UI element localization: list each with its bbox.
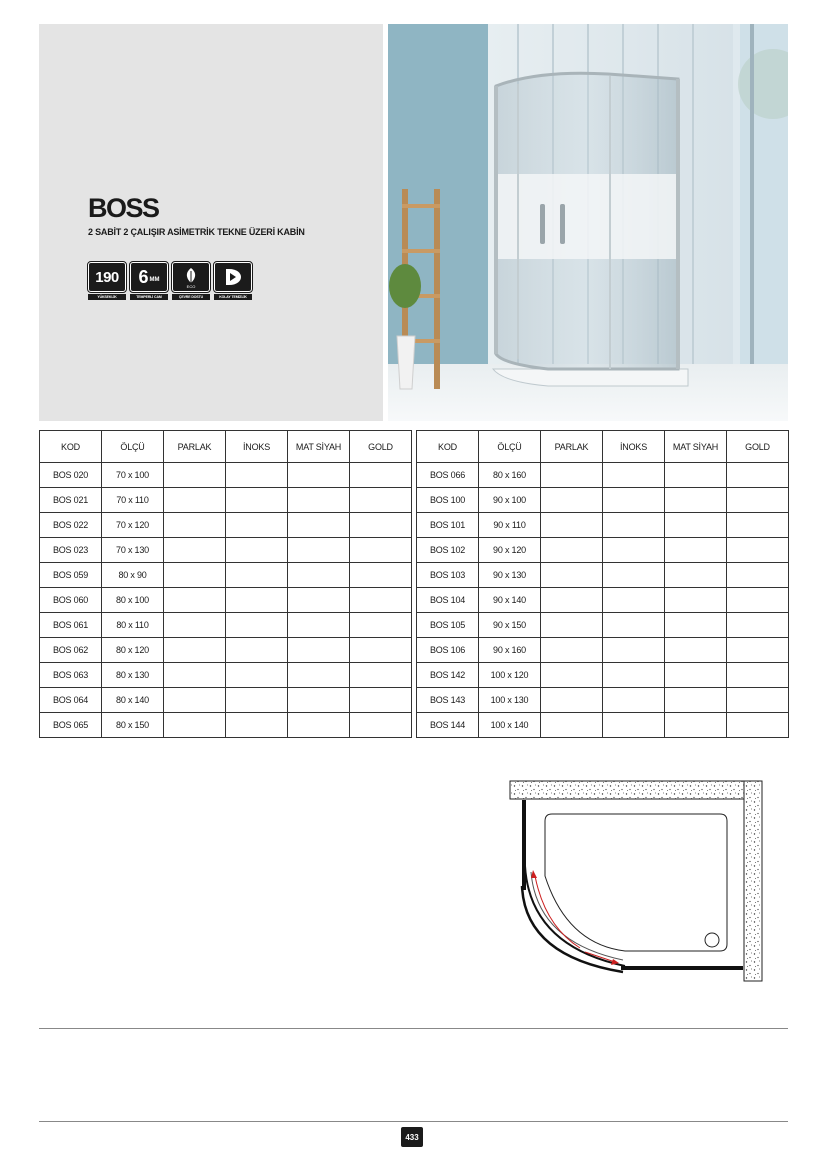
finish-cell [603, 513, 665, 538]
product-size: 80 x 100 [102, 588, 164, 613]
finish-cell [226, 688, 288, 713]
finish-cell [350, 463, 412, 488]
product-size: 100 x 120 [479, 663, 541, 688]
finish-cell [541, 588, 603, 613]
finish-cell [350, 613, 412, 638]
finish-cell [288, 588, 350, 613]
finish-cell [288, 463, 350, 488]
finish-cell [665, 688, 727, 713]
finish-cell [665, 638, 727, 663]
section-divider [39, 1028, 788, 1029]
product-code: BOS 022 [40, 513, 102, 538]
finish-cell [665, 663, 727, 688]
glass-thickness-label: TEMPERLİ CAM [130, 294, 168, 300]
finish-cell [603, 688, 665, 713]
finish-cell [541, 513, 603, 538]
product-code: BOS 144 [417, 713, 479, 738]
product-code: BOS 100 [417, 488, 479, 513]
svg-text:ECO: ECO [186, 284, 196, 289]
table-row [40, 513, 412, 538]
easy-clean-badge [214, 262, 252, 300]
finish-cell [164, 638, 226, 663]
finish-cell [665, 588, 727, 613]
product-code: BOS 062 [40, 638, 102, 663]
finish-cell [541, 613, 603, 638]
product-size: 70 x 100 [102, 463, 164, 488]
product-code: BOS 060 [40, 588, 102, 613]
header-olcu: ÖLÇÜ [479, 431, 541, 463]
header-inoks: İNOKS [603, 431, 665, 463]
product-size: 80 x 110 [102, 613, 164, 638]
shower-cabin-illustration [388, 24, 788, 421]
product-size: 80 x 160 [479, 463, 541, 488]
product-size: 90 x 130 [479, 563, 541, 588]
easy-clean-label: KOLAY TEMİZLİK [214, 294, 252, 300]
product-codes-table-right [416, 430, 789, 738]
top-view-diagram [505, 776, 765, 986]
table-header-row [417, 431, 789, 463]
finish-cell [164, 663, 226, 688]
product-size: 80 x 150 [102, 713, 164, 738]
finish-cell [350, 688, 412, 713]
finish-cell [164, 688, 226, 713]
finish-cell [665, 613, 727, 638]
finish-cell [226, 638, 288, 663]
finish-cell [727, 513, 789, 538]
product-size: 90 x 140 [479, 588, 541, 613]
finish-cell [603, 538, 665, 563]
table-row [417, 563, 789, 588]
table-header-row [40, 431, 412, 463]
product-photo [388, 24, 788, 421]
finish-cell [603, 613, 665, 638]
finish-cell [350, 488, 412, 513]
finish-cell [288, 688, 350, 713]
glass-thickness-unit: MM [149, 277, 160, 283]
header-gold: GOLD [350, 431, 412, 463]
product-code: BOS 102 [417, 538, 479, 563]
finish-cell [541, 663, 603, 688]
table-row [417, 688, 789, 713]
header-kod: KOD [40, 431, 102, 463]
product-size: 100 x 140 [479, 713, 541, 738]
finish-cell [665, 513, 727, 538]
product-code: BOS 061 [40, 613, 102, 638]
product-size: 90 x 110 [479, 513, 541, 538]
finish-cell [164, 563, 226, 588]
header-inoks: İNOKS [226, 431, 288, 463]
finish-cell [226, 713, 288, 738]
finish-cell [164, 513, 226, 538]
finish-cell [665, 713, 727, 738]
finish-cell [288, 713, 350, 738]
finish-cell [665, 538, 727, 563]
finish-cell [226, 613, 288, 638]
eco-leaf-icon [179, 265, 203, 289]
finish-cell [727, 588, 789, 613]
finish-cell [541, 713, 603, 738]
finish-cell [288, 638, 350, 663]
finish-cell [603, 463, 665, 488]
finish-cell [727, 488, 789, 513]
finish-cell [226, 563, 288, 588]
product-code: BOS 023 [40, 538, 102, 563]
finish-cell [350, 713, 412, 738]
table-row [417, 713, 789, 738]
eco-badge [172, 262, 210, 300]
header-kod: KOD [417, 431, 479, 463]
product-size: 80 x 140 [102, 688, 164, 713]
finish-cell [665, 463, 727, 488]
header-olcu: ÖLÇÜ [102, 431, 164, 463]
finish-cell [350, 588, 412, 613]
table-row [417, 463, 789, 488]
product-size: 100 x 130 [479, 688, 541, 713]
table-row [40, 563, 412, 588]
header-mat-siyah: MAT SİYAH [288, 431, 350, 463]
product-size: 80 x 130 [102, 663, 164, 688]
header-parlak: PARLAK [164, 431, 226, 463]
finish-cell [164, 588, 226, 613]
finish-cell [288, 613, 350, 638]
product-size: 70 x 120 [102, 513, 164, 538]
finish-cell [350, 663, 412, 688]
finish-cell [350, 638, 412, 663]
product-code: BOS 101 [417, 513, 479, 538]
product-codes-table-left [39, 430, 412, 738]
finish-cell [603, 663, 665, 688]
finish-cell [541, 563, 603, 588]
product-code: BOS 065 [40, 713, 102, 738]
finish-cell [727, 688, 789, 713]
product-code: BOS 103 [417, 563, 479, 588]
finish-cell [541, 488, 603, 513]
product-code: BOS 020 [40, 463, 102, 488]
table-row [40, 713, 412, 738]
finish-cell [727, 613, 789, 638]
finish-cell [727, 713, 789, 738]
finish-cell [288, 563, 350, 588]
table-row [417, 613, 789, 638]
product-subtitle: 2 SABİT 2 ÇALIŞIR ASİMETRİK TEKNE ÜZERİ KABİN [88, 227, 305, 237]
finish-cell [603, 713, 665, 738]
product-code: BOS 059 [40, 563, 102, 588]
product-size: 70 x 130 [102, 538, 164, 563]
table-row [417, 663, 789, 688]
finish-cell [164, 488, 226, 513]
glass-thickness-value: 6 [138, 266, 149, 287]
height-value: 190 [88, 262, 126, 292]
finish-cell [727, 538, 789, 563]
finish-cell [665, 563, 727, 588]
finish-cell [226, 463, 288, 488]
product-size: 80 x 120 [102, 638, 164, 663]
height-badge [88, 262, 126, 300]
product-code: BOS 105 [417, 613, 479, 638]
table-row [40, 688, 412, 713]
table-row [40, 463, 412, 488]
finish-cell [350, 563, 412, 588]
product-code: BOS 143 [417, 688, 479, 713]
finish-cell [350, 538, 412, 563]
finish-cell [727, 638, 789, 663]
table-row [40, 488, 412, 513]
finish-cell [541, 638, 603, 663]
product-size: 90 x 120 [479, 538, 541, 563]
finish-cell [226, 513, 288, 538]
glass-thickness-badge [130, 262, 168, 300]
product-code: BOS 063 [40, 663, 102, 688]
finish-cell [603, 563, 665, 588]
product-code: BOS 142 [417, 663, 479, 688]
height-label: YÜKSEKLİK [88, 294, 126, 300]
table-row [40, 663, 412, 688]
finish-cell [164, 538, 226, 563]
finish-cell [164, 463, 226, 488]
table-row [40, 613, 412, 638]
table-row [40, 538, 412, 563]
product-code: BOS 066 [417, 463, 479, 488]
product-title: BOSS [88, 193, 159, 223]
finish-cell [288, 538, 350, 563]
finish-cell [164, 613, 226, 638]
product-size: 70 x 110 [102, 488, 164, 513]
finish-cell [603, 588, 665, 613]
header-mat-siyah: MAT SİYAH [665, 431, 727, 463]
finish-cell [288, 513, 350, 538]
product-code: BOS 064 [40, 688, 102, 713]
finish-cell [603, 638, 665, 663]
finish-cell [541, 688, 603, 713]
table-row [417, 538, 789, 563]
footer-divider [39, 1121, 788, 1122]
cabin-plan-drawing [505, 776, 765, 986]
header-parlak: PARLAK [541, 431, 603, 463]
product-code: BOS 106 [417, 638, 479, 663]
table-row [417, 638, 789, 663]
table-row [40, 638, 412, 663]
product-code: BOS 104 [417, 588, 479, 613]
product-code: BOS 021 [40, 488, 102, 513]
table-row [417, 588, 789, 613]
finish-cell [603, 488, 665, 513]
finish-cell [665, 488, 727, 513]
header-gold: GOLD [727, 431, 789, 463]
easy-clean-icon [221, 265, 245, 289]
finish-cell [288, 488, 350, 513]
eco-label: ÇEVRE DOSTU [172, 294, 210, 300]
finish-cell [727, 663, 789, 688]
finish-cell [226, 538, 288, 563]
table-row [417, 488, 789, 513]
finish-cell [226, 588, 288, 613]
finish-cell [727, 463, 789, 488]
page-number: 433 [401, 1127, 423, 1147]
finish-cell [541, 463, 603, 488]
finish-cell [226, 663, 288, 688]
table-row [417, 513, 789, 538]
finish-cell [288, 663, 350, 688]
finish-cell [541, 538, 603, 563]
product-size: 80 x 90 [102, 563, 164, 588]
product-size: 90 x 100 [479, 488, 541, 513]
finish-cell [727, 563, 789, 588]
finish-cell [164, 713, 226, 738]
table-row [40, 588, 412, 613]
finish-cell [226, 488, 288, 513]
finish-cell [350, 513, 412, 538]
product-size: 90 x 150 [479, 613, 541, 638]
product-size: 90 x 160 [479, 638, 541, 663]
